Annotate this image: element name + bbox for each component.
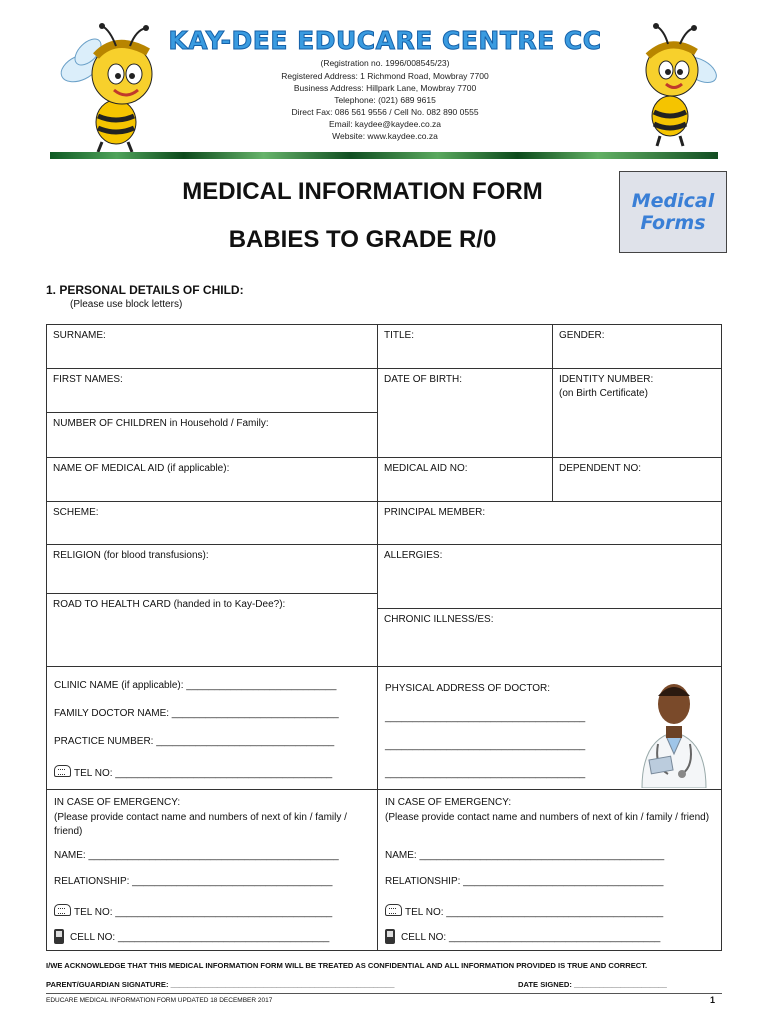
emergency-cell-right[interactable]: CELL NO: ______________________________________ — [401, 932, 661, 943]
header-banner-divider — [50, 152, 718, 159]
religion-label: RELIGION (for blood transfusions): — [53, 550, 209, 561]
cellphone-icon — [54, 929, 64, 944]
medical-aid-no-field[interactable] — [377, 457, 553, 502]
emergency-name-right[interactable]: NAME: ____________________________________________ — [385, 850, 665, 861]
date-of-birth-field[interactable] — [377, 368, 553, 458]
num-children-label: NUMBER OF CHILDREN in Household / Family: — [53, 418, 269, 429]
chronic-illness-label: CHRONIC ILLNESS/ES: — [384, 614, 494, 625]
gender-label: GENDER: — [559, 330, 605, 341]
medical-aid-field[interactable] — [46, 457, 378, 502]
medical-aid-label: NAME OF MEDICAL AID (if applicable): — [53, 463, 230, 474]
doctor-tel-row[interactable] — [54, 765, 332, 780]
first-names-field[interactable] — [46, 368, 378, 413]
scheme-field[interactable] — [46, 501, 378, 545]
emergency-cell-left[interactable]: CELL NO: ______________________________________ — [70, 932, 330, 943]
emergency-tel-right[interactable]: TEL NO: _______________________________________ — [405, 907, 664, 918]
religion-field[interactable] — [46, 544, 378, 594]
emergency-tel-left[interactable]: TEL NO: _______________________________________ — [74, 907, 333, 918]
date-signed-field[interactable]: DATE SIGNED: ______________________ — [518, 980, 667, 989]
chronic-illness-field[interactable] — [377, 608, 722, 667]
website-line: Website: www.kaydee.co.za — [332, 131, 438, 141]
emergency-cell-right-row[interactable] — [385, 929, 660, 944]
number-of-children-field[interactable] — [46, 412, 378, 458]
medical-forms-badge — [619, 171, 727, 253]
allergies-field[interactable] — [377, 544, 722, 609]
dependent-no-field[interactable] — [552, 457, 722, 502]
emergency-tel-right-row[interactable] — [385, 904, 663, 919]
surname-label: SURNAME: — [53, 330, 106, 341]
form-title: MEDICAL INFORMATION FORM — [182, 178, 543, 205]
principal-member-label: PRINCIPAL MEMBER: — [384, 507, 486, 518]
gender-field[interactable] — [552, 324, 722, 369]
emergency-name-left[interactable]: NAME: _____________________________________________ — [54, 850, 339, 861]
form-subtitle: BABIES TO GRADE R/0 — [228, 226, 497, 253]
road-to-health-field[interactable] — [46, 593, 378, 667]
acknowledgement-statement: I/WE ACKNOWLEDGE THAT THIS MEDICAL INFORMATION FORM WILL BE TREATED AS CONFIDENTIAL AND ALL INFORMATION PROVIDED IS TRUE AND CORRECT. — [46, 961, 648, 970]
telephone-icon — [54, 765, 71, 777]
title-field[interactable] — [377, 324, 553, 369]
address-line-2[interactable]: ____________________________________ — [385, 740, 586, 751]
emergency-relationship-left[interactable]: RELATIONSHIP: ____________________________________ — [54, 876, 333, 887]
emergency-instruction-right: (Please provide contact name and numbers of next of kin / family / friend) — [385, 812, 710, 823]
id-number-note: (on Birth Certificate) — [559, 388, 648, 399]
registration-number: (Registration no. 1996/008545/23) — [320, 58, 450, 68]
emergency-tel-left-row[interactable] — [54, 904, 332, 919]
emergency-heading-right: IN CASE OF EMERGENCY: — [385, 797, 512, 808]
email-line: Email: kaydee@kaydee.co.za — [328, 119, 442, 129]
badge-line2: Forms — [640, 212, 706, 234]
cellphone-icon — [385, 929, 395, 944]
road-to-health-label: ROAD TO HEALTH CARD (handed in to Kay-Dee?): — [53, 599, 286, 610]
doctor-illustration-image — [628, 676, 720, 788]
registered-address: Registered Address: 1 Richmond Road, Mowbray 7700 — [281, 71, 489, 81]
section-subheading: (Please use block letters) — [70, 299, 183, 310]
principal-member-field[interactable] — [377, 501, 722, 545]
identity-number-field[interactable] — [552, 368, 722, 458]
family-doctor-field[interactable]: FAMILY DOCTOR NAME: ______________________________ — [54, 708, 339, 719]
business-address: Business Address: Hillpark Lane, Mowbray 7700 — [293, 83, 477, 93]
footer-divider — [46, 993, 722, 994]
form-updated-note: EDUCARE MEDICAL INFORMATION FORM UPDATED 18 DECEMBER 2017 — [46, 997, 273, 1004]
section-heading: 1. PERSONAL DETAILS OF CHILD: — [46, 283, 244, 297]
surname-field[interactable] — [46, 324, 378, 369]
scheme-label: SCHEME: — [53, 507, 99, 518]
fax-cell-line: Direct Fax: 086 561 9556 / Cell No. 082 890 0555 — [291, 107, 479, 117]
id-number-label: IDENTITY NUMBER: — [559, 374, 654, 385]
doctor-tel-field[interactable]: TEL NO: _______________________________________ — [74, 768, 333, 779]
address-line-1[interactable]: ____________________________________ — [385, 712, 586, 723]
practice-number-field[interactable]: PRACTICE NUMBER: ________________________________ — [54, 736, 335, 747]
dob-label: DATE OF BIRTH: — [384, 374, 462, 385]
parent-signature-field[interactable]: PARENT/GUARDIAN SIGNATURE: _____________________________________________________ — [46, 980, 395, 989]
telephone-line: Telephone: (021) 689 9615 — [334, 95, 436, 105]
physical-address-label: PHYSICAL ADDRESS OF DOCTOR: — [385, 683, 551, 694]
emergency-relationship-right[interactable]: RELATIONSHIP: ____________________________________ — [385, 876, 664, 887]
medical-aid-no-label: MEDICAL AID NO: — [384, 463, 468, 474]
emergency-instruction-left: (Please provide contact name and numbers of next of kin / family / friend) — [54, 812, 347, 837]
address-line-3[interactable]: ____________________________________ — [385, 768, 586, 779]
allergies-label: ALLERGIES: — [384, 550, 443, 561]
centre-name-logo: KAY-DEE EDUCARE CENTRE CC — [168, 26, 602, 55]
title-label: TITLE: — [384, 330, 415, 341]
emergency-heading-left: IN CASE OF EMERGENCY: — [54, 797, 181, 808]
emergency-cell-left-row[interactable] — [54, 929, 329, 944]
dependent-no-label: DEPENDENT NO: — [559, 463, 642, 474]
telephone-icon — [385, 904, 402, 916]
page-number: 1 — [710, 995, 716, 1005]
clinic-name-field[interactable]: CLINIC NAME (if applicable): ___________________________ — [54, 680, 337, 691]
badge-line1: Medical — [631, 190, 715, 212]
first-names-label: FIRST NAMES: — [53, 374, 123, 385]
telephone-icon — [54, 904, 71, 916]
